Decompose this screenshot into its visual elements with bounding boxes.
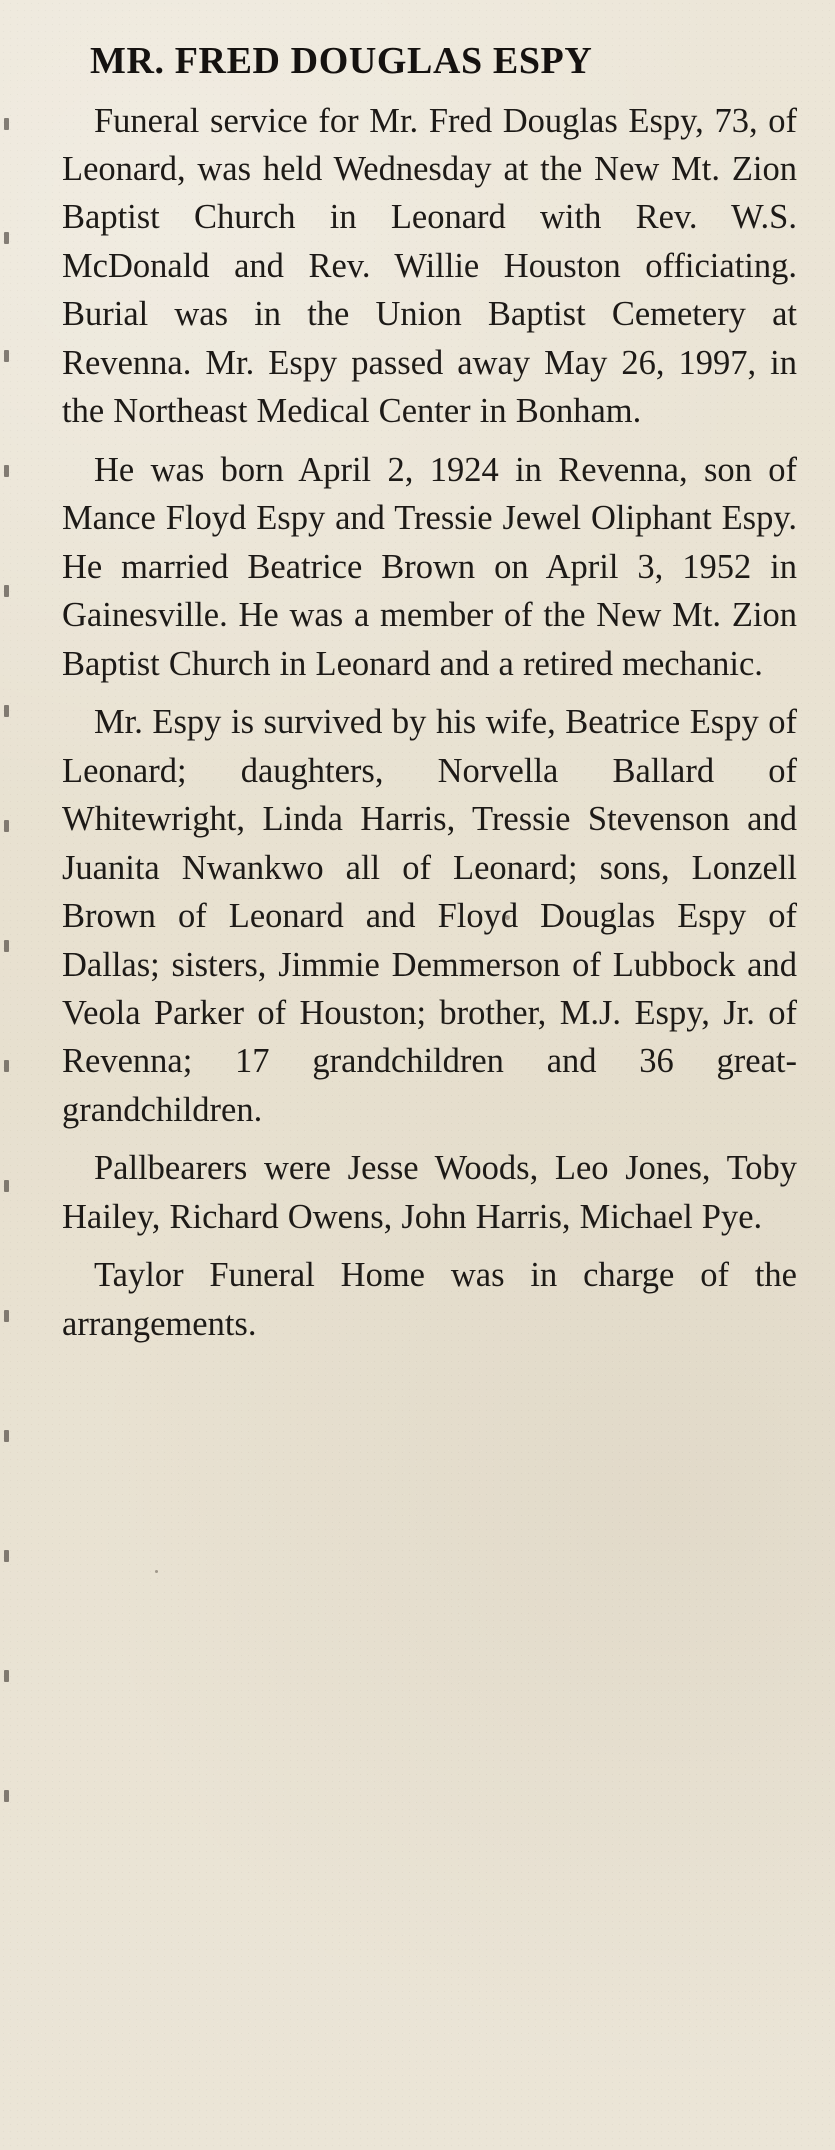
obituary-headline: MR. FRED DOUGLAS ESPY <box>90 40 593 82</box>
margin-mark <box>4 705 9 717</box>
margin-mark <box>4 820 9 832</box>
margin-mark <box>4 1670 9 1682</box>
obituary-paragraph-survivors: Mr. Espy is survived by his wife, Beatrice Espy of Leonard; daughters, Norvella Ballard of Whitewright, Linda Harris, Tressie Stevenson and Juanita Nwankwo all of Leonard; sons, Lonzell Brown of Leonard and Floyd Douglas Espy of Dallas; sisters, Jimmie Demmerson of Lubbock and Veola Parker of Houston; brother, M.J. Espy, Jr. of Revenna; 17 grandchildren and 36 great-grandchildren. <box>62 703 797 1129</box>
left-margin-marks <box>0 0 30 2150</box>
margin-mark <box>4 1550 9 1562</box>
obituary-paragraph-pallbearers: Pallbearers were Jesse Woods, Leo Jones, Toby Hailey, Richard Owens, John Harris, Michael Pye. <box>62 1149 797 1236</box>
obituary-paragraph-service: Funeral service for Mr. Fred Douglas Espy, 73, of Leonard, was held Wednesday at the New Mt. Zion Baptist Church in Leonard with Rev. W.S. McDonald and Rev. Willie Houston officiating. Burial was in the Union Baptist Cemetery at Revenna. Mr. Espy passed away May 26, 1997, in the Northeast Medical Center in Bonham. <box>62 101 797 431</box>
obituary-paragraph-biography: He was born April 2, 1924 in Revenna, son of Mance Floyd Espy and Tressie Jewel Oliphant Espy. He married Beatrice Brown on April 3, 1952 in Gainesville. He was a member of the New Mt. Zion Baptist Church in Leonard and a retired mechanic. <box>62 450 797 683</box>
paper-speck <box>155 1570 158 1573</box>
obituary-article <box>62 40 797 1358</box>
margin-mark <box>4 465 9 477</box>
margin-mark <box>4 940 9 952</box>
margin-mark <box>4 1060 9 1072</box>
margin-mark <box>4 585 9 597</box>
margin-mark <box>4 350 9 362</box>
margin-mark <box>4 1180 9 1192</box>
margin-mark <box>4 118 9 130</box>
obituary-paragraph-arrangements: Taylor Funeral Home was in charge of the arrangements. <box>62 1256 797 1343</box>
margin-mark <box>4 1430 9 1442</box>
margin-mark <box>4 1310 9 1322</box>
margin-mark <box>4 232 9 244</box>
margin-mark <box>4 1790 9 1802</box>
